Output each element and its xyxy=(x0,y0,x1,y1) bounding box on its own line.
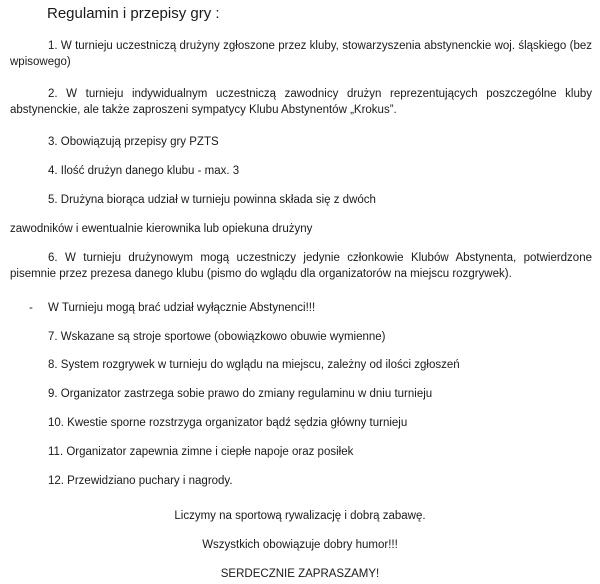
rule-item-2: 2. W turnieju indywidualnym uczestniczą zawodnicy drużyn reprezentujących poszczególne kluby abstynenckie, ale także zaproszeni sympatycy Klubu Abstynentów „Krokus”. xyxy=(10,88,592,116)
rule-item-11: 11. Organizator zapewnia zimne i ciepłe napoje oraz posiłek xyxy=(48,446,354,458)
rule-item-3: 3. Obowiązują przepisy gry PZTS xyxy=(48,136,219,148)
rule-item-4: 4. Ilość drużyn danego klubu - max. 3 xyxy=(48,165,240,177)
rule-item-5: 5. Drużyna biorąca udział w turnieju powinna składa się z dwóch xyxy=(48,194,376,206)
rule-item-12: 12. Przewidziano puchary i nagrody. xyxy=(48,475,233,487)
bullet-dash: - xyxy=(29,302,33,314)
closing-line-1: Liczymy na sportową rywalizację i dobrą zabawę. xyxy=(174,510,426,522)
closing-line-3: SERDECZNIE ZAPRASZAMY! xyxy=(220,568,380,580)
rule-item-9: 9. Organizator zastrzega sobie prawo do zmiany regulaminu w dniu turnieju xyxy=(48,388,433,400)
rule-item-8: 8. System rozgrywek w turnieju do wglądu na miejscu, zależny od ilości zgłoszeń xyxy=(48,359,460,371)
bullet-item: W Turnieju mogą brać udział wyłącznie Abstynenci!!! xyxy=(48,302,316,314)
rule-item-7: 7. Wskazane są stroje sportowe (obowiązkowo obuwie wymienne) xyxy=(48,331,386,343)
document-title: Regulamin i przepisy gry : xyxy=(47,5,220,22)
rule-item-1: 1. W turnieju uczestniczą drużyny zgłoszone przez kluby, stowarzyszenia abstynenckie woj. śląskiego (bez wpisowego) xyxy=(10,40,592,68)
rule-item-6: 6. W turnieju drużynowym mogą uczestniczy jedynie członkowie Klubów Abstynenta, potwierdzone pisemnie przez prezesa danego klubu (pismo do wglądu dla organizatorów na miejscu rozgrywek). xyxy=(10,252,592,280)
rule-item-5-continuation: zawodników i ewentualnie kierownika lub opiekuna drużyny xyxy=(10,223,313,235)
rule-item-10: 10. Kwestie sporne rozstrzyga organizator bądź sędzia główny turnieju xyxy=(48,417,408,429)
closing-line-2: Wszystkich obowiązuje dobry humor!!! xyxy=(202,539,398,551)
